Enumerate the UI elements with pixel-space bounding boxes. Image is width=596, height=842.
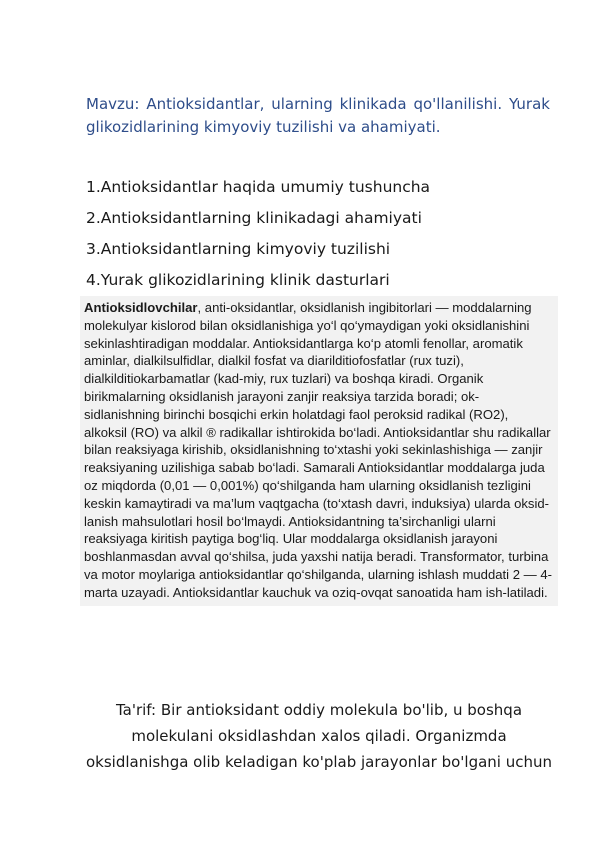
plan-item: 4.Yurak glikozidlarining klinik dasturlari [86, 271, 390, 289]
definition-paragraph [80, 296, 558, 606]
definition-body: , anti-oksidantlar, oksidlanish ingibitorlari — moddalarning molekulyar kislorod bilan oksidlanishiga yo‘l qo‘ymaydigan yoki oksidlanishini sekinlashtiradigan moddalar. Antioksidantlarga ko‘p atomli fenollar, aromatik aminlar, dialkilsulfidlar, dialkil fosfat va diarilditiofosfatlar (rux tuzi), dialkilditiokarbamatlar (kad-miy, rux tuzlari) va boshqa kiradi. Organik birikmalarning oksidlanish jarayoni zanjir reaksiya tarzida boradi; ok-sidlanishning birinchi bosqichi erkin holatdagi faol peroksid radikal (RO2), alkoksil (RO) va alkil ® radikallar ishtirokida bo‘ladi. Antioksidantlar shu radikallar bilan reaksiyaga kirishib, oksidlanishning to‘xtashi yoki sekinlashishiga — zanjir reaksiyaning uzilishiga sabab bo‘ladi. Samarali Antioksidantlar moddalarga juda oz miqdorda (0,01 — 0,001%) qo‘shilganda ham ularning oksidlanish tezligini keskin kamaytiradi va ma’lum vaqtgacha (to‘xtash davri, induksiya) ularda oksid-lanish mahsulotlari hosil bo‘lmaydi. Antioksidantning ta’sirchanligi ularni reaksiyaga kiritish paytiga bog‘liq. Ular moddalarga oksidlanish jarayoni boshlanmasdan avval qo‘shilsa, juda yaxshi natija beradi. Transformator, turbina va motor moylariga antioksidantlar qo‘shilganda, ularning ishlash muddati 2 — 4-marta uzayadi. Antioksidantlar kauchuk va oziq-ovqat sanoatida ham ish-latiladi. [84, 300, 552, 600]
topic-title: Mavzu: Antioksidantlar, ularning klinikada qo'llanilishi. [86, 95, 503, 113]
tarif-paragraph: Ta'rif: Bir antioksidant oddiy molekula bo'lib, u boshqa molekulani oksidlashdan xalos qiladi. Organizmda oksidlanishga olib keladigan ko'plab jarayonlar bo'lgani uchun [85, 701, 553, 771]
plan-item: 3.Antioksidantlarning kimyoviy tuzilishi [86, 240, 391, 258]
plan-item: 1.Antioksidantlar haqida umumiy tushuncha [86, 178, 431, 196]
topic-subtitle: Yurak glikozidlarining kimyoviy tuzilishi va ahamiyati. [86, 95, 550, 136]
definition-term: Antioksidlovchilar [84, 300, 198, 315]
plan-item: 2.Antioksidantlarning klinikadagi ahamiyati [86, 209, 422, 227]
plan-list [86, 175, 556, 299]
topic-heading [86, 93, 550, 139]
